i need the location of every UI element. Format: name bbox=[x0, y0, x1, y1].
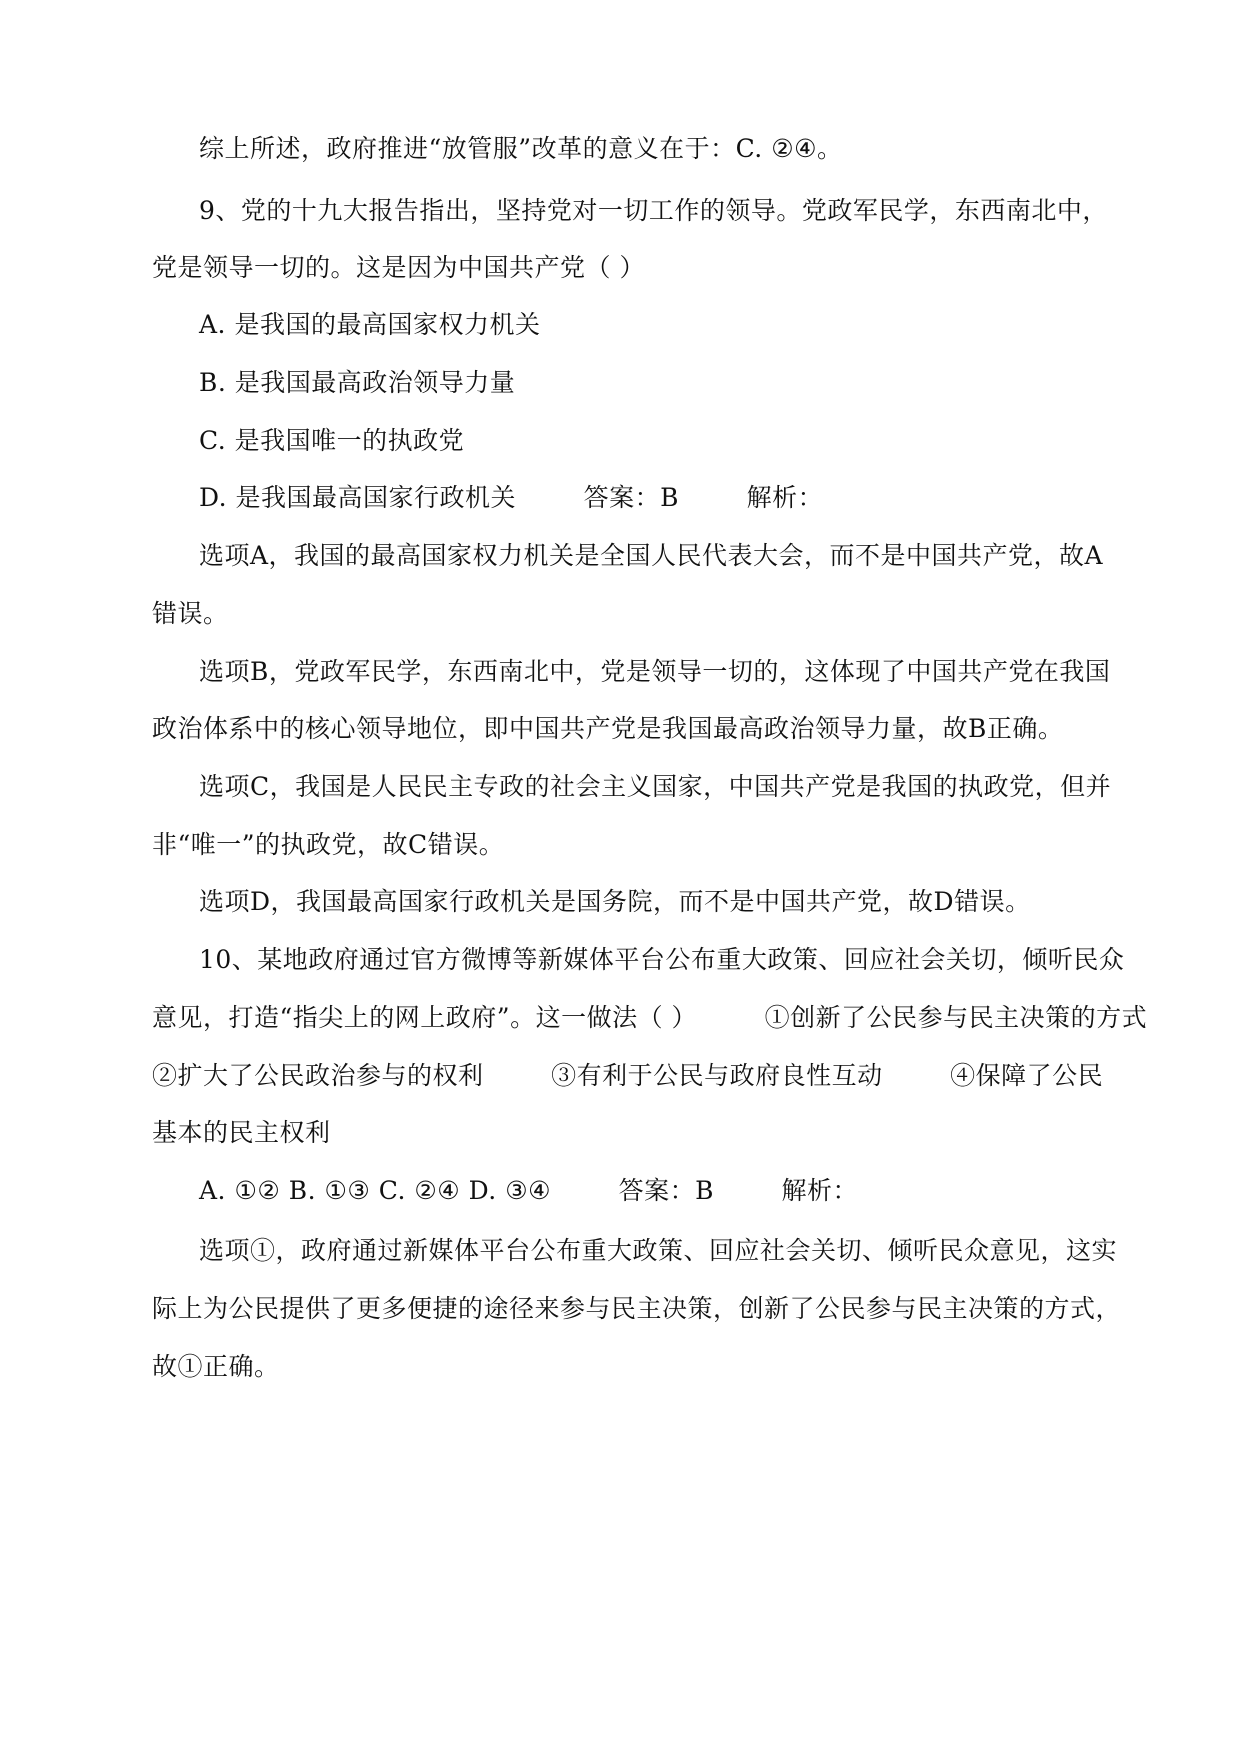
question-9-analysis-c-line-2: 非“唯一”的执政党，故C错误。 bbox=[152, 830, 505, 859]
question-9-option-c: C. 是我国唯一的执政党 bbox=[199, 426, 465, 455]
question-9-analysis-b-line-2: 政治体系中的核心领导地位，即中国共产党是我国最高政治领导力量，故B正确。 bbox=[152, 714, 1064, 743]
summary-line: 综上所述，政府推进“放管服”改革的意义在于：C. ②④。 bbox=[199, 134, 843, 163]
question-10-analysis-1-line-1: 选项①，政府通过新媒体平台公布重大政策、回应社会关切、倾听民众意见，这实 bbox=[199, 1236, 1118, 1265]
question-10-stem-line-1: 10、某地政府通过官方微博等新媒体平台公布重大政策、回应社会关切，倾听民众 bbox=[199, 945, 1125, 974]
question-10-options-answer: A. ①② B. ①③ C. ②④ D. ③④ 答案：B 解析： bbox=[199, 1176, 859, 1205]
question-10-stem-line-4: 基本的民主权利 bbox=[152, 1118, 331, 1147]
question-9-analysis-a-line-2: 错误。 bbox=[152, 599, 229, 628]
question-10-stem-line-3: ②扩大了公民政治参与的权利 ③有利于公民与政府良性互动 ④保障了公民 bbox=[152, 1061, 1104, 1090]
question-9-stem-line-1: 9、党的十九大报告指出，坚持党对一切工作的领导。党政军民学，东西南北中， bbox=[199, 196, 1108, 225]
question-9-option-d-answer: D. 是我国最高国家行政机关 答案：B 解析： bbox=[199, 483, 824, 512]
question-9-analysis-a-line-1: 选项A，我国的最高国家权力机关是全国人民代表大会，而不是中国共产党，故A bbox=[199, 541, 1104, 570]
question-9-analysis-d: 选项D，我国最高国家行政机关是国务院，而不是中国共产党，故D错误。 bbox=[199, 887, 1031, 916]
question-10-analysis-1-line-2: 际上为公民提供了更多便捷的途径来参与民主决策，创新了公民参与民主决策的方式， bbox=[152, 1294, 1122, 1323]
question-9-option-a: A. 是我国的最高国家权力机关 bbox=[199, 310, 541, 339]
question-9-stem-line-2: 党是领导一切的。这是因为中国共产党（ ） bbox=[152, 253, 645, 282]
question-10-stem-line-2: 意见，打造“指尖上的网上政府”。这一做法（ ） ①创新了公民参与民主决策的方式 bbox=[152, 1003, 1148, 1032]
question-9-option-b: B. 是我国最高政治领导力量 bbox=[199, 368, 516, 397]
question-10-analysis-1-line-3: 故①正确。 bbox=[152, 1352, 280, 1381]
question-9-analysis-c-line-1: 选项C，我国是人民民主专政的社会主义国家，中国共产党是我国的执政党，但并 bbox=[199, 772, 1112, 801]
question-9-analysis-b-line-1: 选项B，党政军民学，东西南北中，党是领导一切的，这体现了中国共产党在我国 bbox=[199, 657, 1111, 686]
